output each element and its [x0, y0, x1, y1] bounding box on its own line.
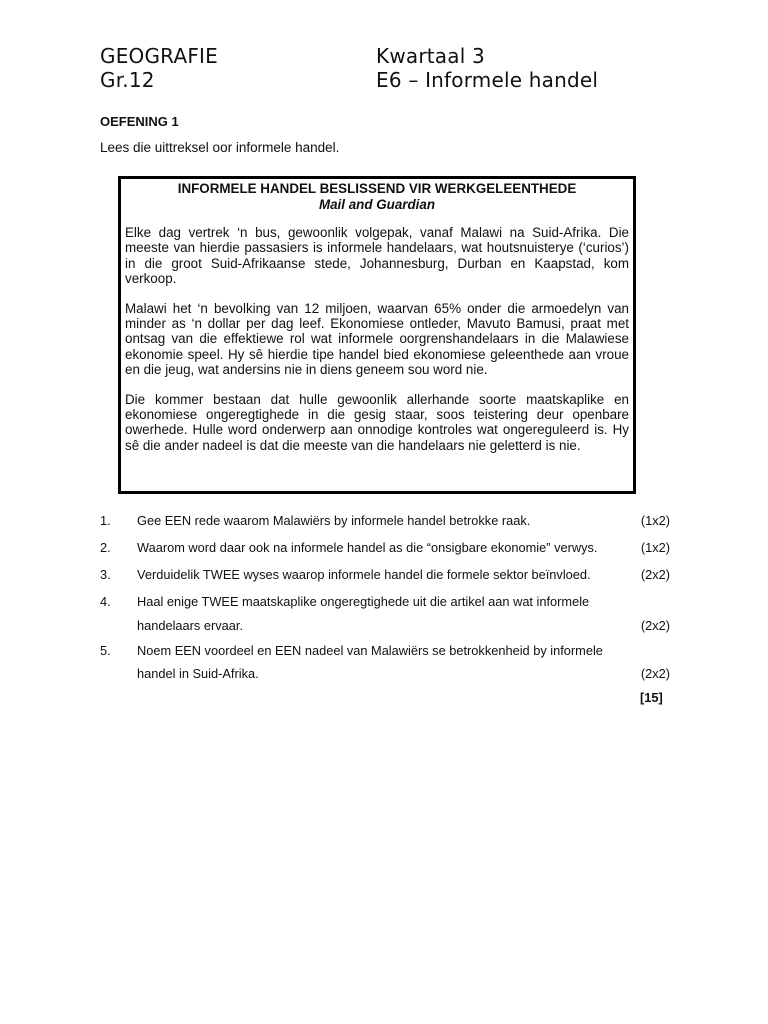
question-text: Haal enige TWEE maatskaplike ongeregtighede uit die artikel aan wat informele: [137, 594, 590, 609]
article-headline: INFORMELE HANDEL BESLISSEND VIR WERKGELEENTHEDE: [177, 181, 577, 196]
question-number: 1.: [100, 513, 111, 528]
article-source: Mail and Guardian: [318, 197, 436, 212]
question-marks: (2x2): [640, 567, 670, 582]
question-marks: (2x2): [640, 666, 670, 681]
question-text: Verduidelik TWEE wyses waarop informele handel die formele sektor beïnvloed.: [137, 567, 591, 582]
subject-heading: GEOGRAFIE: [100, 44, 218, 68]
question-marks: (1x2): [640, 513, 670, 528]
topic-heading: E6 – Informele handel: [376, 68, 599, 92]
question-number: 2.: [100, 540, 111, 555]
question-text-continued: handelaars ervaar.: [137, 618, 243, 633]
question-text: Noem EEN voordeel en EEN nadeel van Malawiërs se betrokkenheid by informele: [137, 643, 603, 658]
question-text: Waarom word daar ook na informele handel as die “onsigbare ekonomie” verwys.: [137, 540, 598, 555]
term-heading: Kwartaal 3: [376, 44, 485, 68]
question-marks: (1x2): [640, 540, 670, 555]
article-paragraph: Elke dag vertrek ‘n bus, gewoonlik volgepak, vanaf Malawi na Suid-Afrika. Die meeste van hierdie passasiers is informele handelaars, wat houtsnuisterye (‘curios’) in die groot Suid-Afrikaanse stede, Johannesburg, Durban en Kaapstad, kom verkoop.: [125, 225, 629, 287]
question-text: Gee EEN rede waarom Malawiërs by informele handel betrokke raak.: [137, 513, 531, 528]
grade-heading: Gr.12: [100, 68, 155, 92]
article-box: [118, 176, 636, 494]
question-marks: (2x2): [640, 618, 670, 633]
exercise-title: OEFENING 1: [100, 114, 179, 129]
total-marks: [15]: [640, 690, 663, 705]
article-paragraph: Die kommer bestaan dat hulle gewoonlik allerhande soorte maatskaplike en ekonomiese ongeregtighede in die gesig staar, soos teistering deur openbare owerhede. Hulle word onderwerp aan onnodige kontroles wat ongereguleerd is. Hy sê die ander nadeel is dat die meeste van die handelaars nie geletterd is nie.: [125, 391, 629, 453]
question-number: 3.: [100, 567, 111, 582]
question-text-continued: handel in Suid-Afrika.: [137, 666, 259, 681]
exercise-instruction: Lees die uittreksel oor informele handel.: [100, 140, 340, 155]
question-number: 5.: [100, 643, 111, 658]
article-paragraph: Malawi het ‘n bevolking van 12 miljoen, waarvan 65% onder die armoedelyn van minder as ‘n dollar per dag leef. Ekonomiese ontleder, Mavuto Bamusi, praat met ontsag van die effektiewe rol wat informele oorgrenshandelaars in die Malawiese ekonomie speel. Hy sê hierdie tipe handel bied ekonomiese geleenthede aan vroue en die jeug, wat andersins nie in diens geneem sou word nie.: [125, 300, 629, 378]
question-number: 4.: [100, 594, 111, 609]
